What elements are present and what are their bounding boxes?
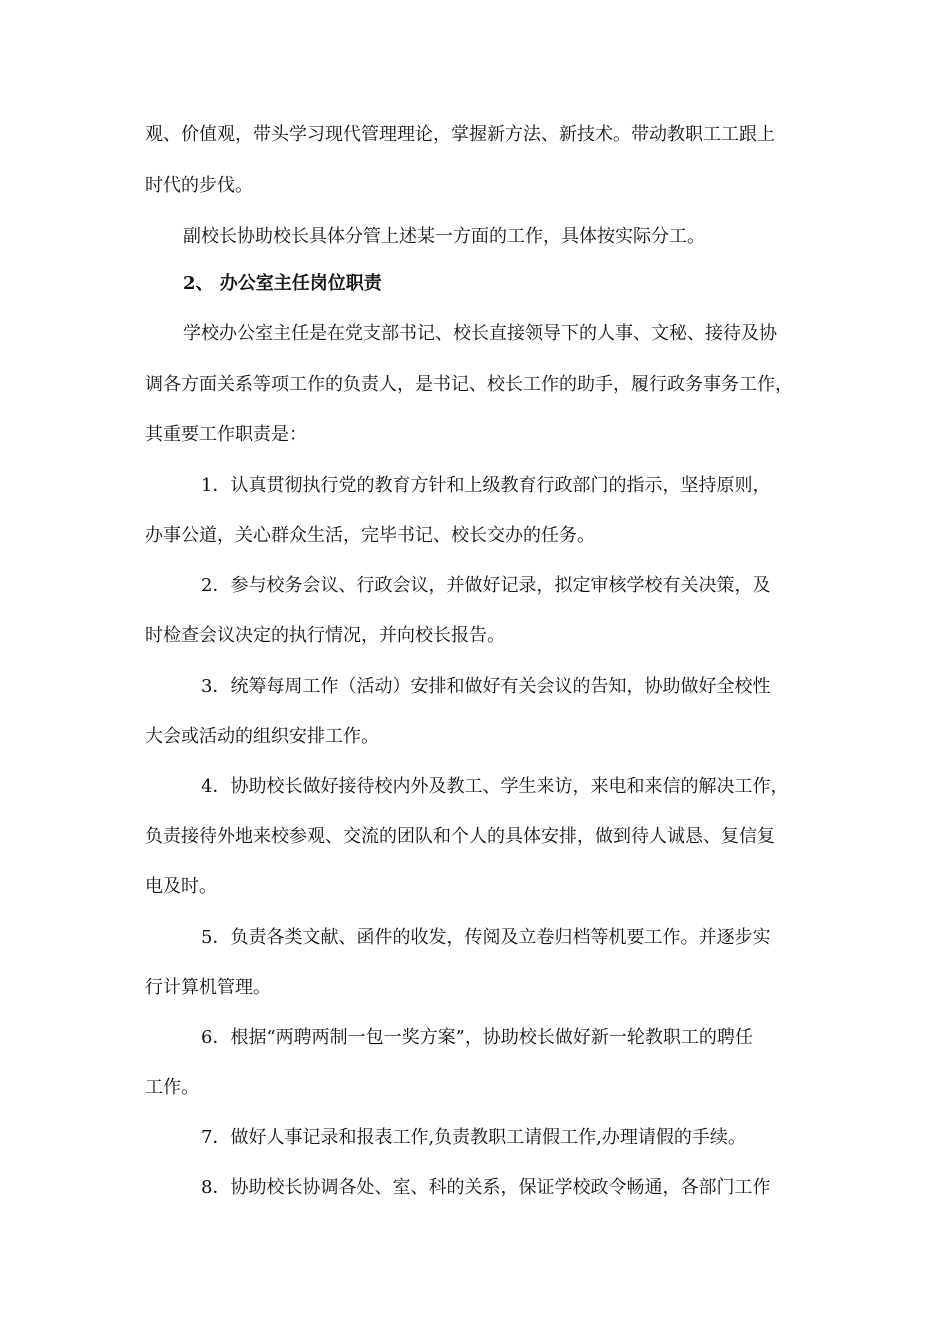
list-item-line: 电及时。 xyxy=(145,876,217,897)
paragraph-line: 其重要工作职责是： xyxy=(145,424,307,445)
paragraph-line: 副校长协助校长具体分管上述某一方面的工作，具体按实际分工。 xyxy=(183,226,705,247)
paragraph-line: 调各方面关系等项工作的负责人，是书记、校长工作的助手，履行政务事务工作， xyxy=(145,374,793,395)
list-item-line: 大会或活动的组织安排工作。 xyxy=(145,726,379,747)
list-item-line: 时检查会议决定的执行情况，并向校长报告。 xyxy=(145,625,505,646)
list-item-line: 负责接待外地来校参观、交流的团队和个人的具体安排，做到待人诚恳、复信复 xyxy=(145,826,775,847)
paragraph-line: 时代的步伐。 xyxy=(145,175,253,196)
list-item-line: 8．协助校长协调各处、室、科的关系，保证学校政令畅通，各部门工作 xyxy=(201,1177,771,1198)
list-item-line: 1．认真贯彻执行党的教育方针和上级教育行政部门的指示，坚持原则， xyxy=(201,475,771,496)
list-item-line: 3．统筹每周工作（活动）安排和做好有关会议的告知，协助做好全校性 xyxy=(201,676,771,697)
list-item-line: 5．负责各类文献、函件的收发，传阅及立卷归档等机要工作。并逐步实 xyxy=(201,927,771,948)
list-item-line: 7．做好人事记录和报表工作,负责教职工请假工作,办理请假的手续。 xyxy=(201,1127,746,1148)
paragraph-line: 观、价值观，带头学习现代管理理论，掌握新方法、新技术。带动教职工工跟上 xyxy=(145,124,775,145)
list-item-line: 办事公道，关心群众生活，完毕书记、校长交办的任务。 xyxy=(145,525,595,546)
section-heading: 2、 办公室主任岗位职责 xyxy=(183,273,382,294)
list-item-line: 行计算机管理。 xyxy=(145,977,271,998)
list-item-line: 工作。 xyxy=(145,1077,199,1098)
list-item-line: 2．参与校务会议、行政会议，并做好记录，拟定审核学校有关决策，及 xyxy=(201,575,771,596)
list-item-line: 6．根据“两聘两制一包一奖方案”，协助校长做好新一轮教职工的聘任 xyxy=(201,1027,753,1048)
list-item-line: 4．协助校长做好接待校内外及教工、学生来访，来电和来信的解决工作， xyxy=(201,776,789,797)
paragraph-line: 学校办公室主任是在党支部书记、校长直接领导下的人事、文秘、接待及协 xyxy=(183,323,777,344)
